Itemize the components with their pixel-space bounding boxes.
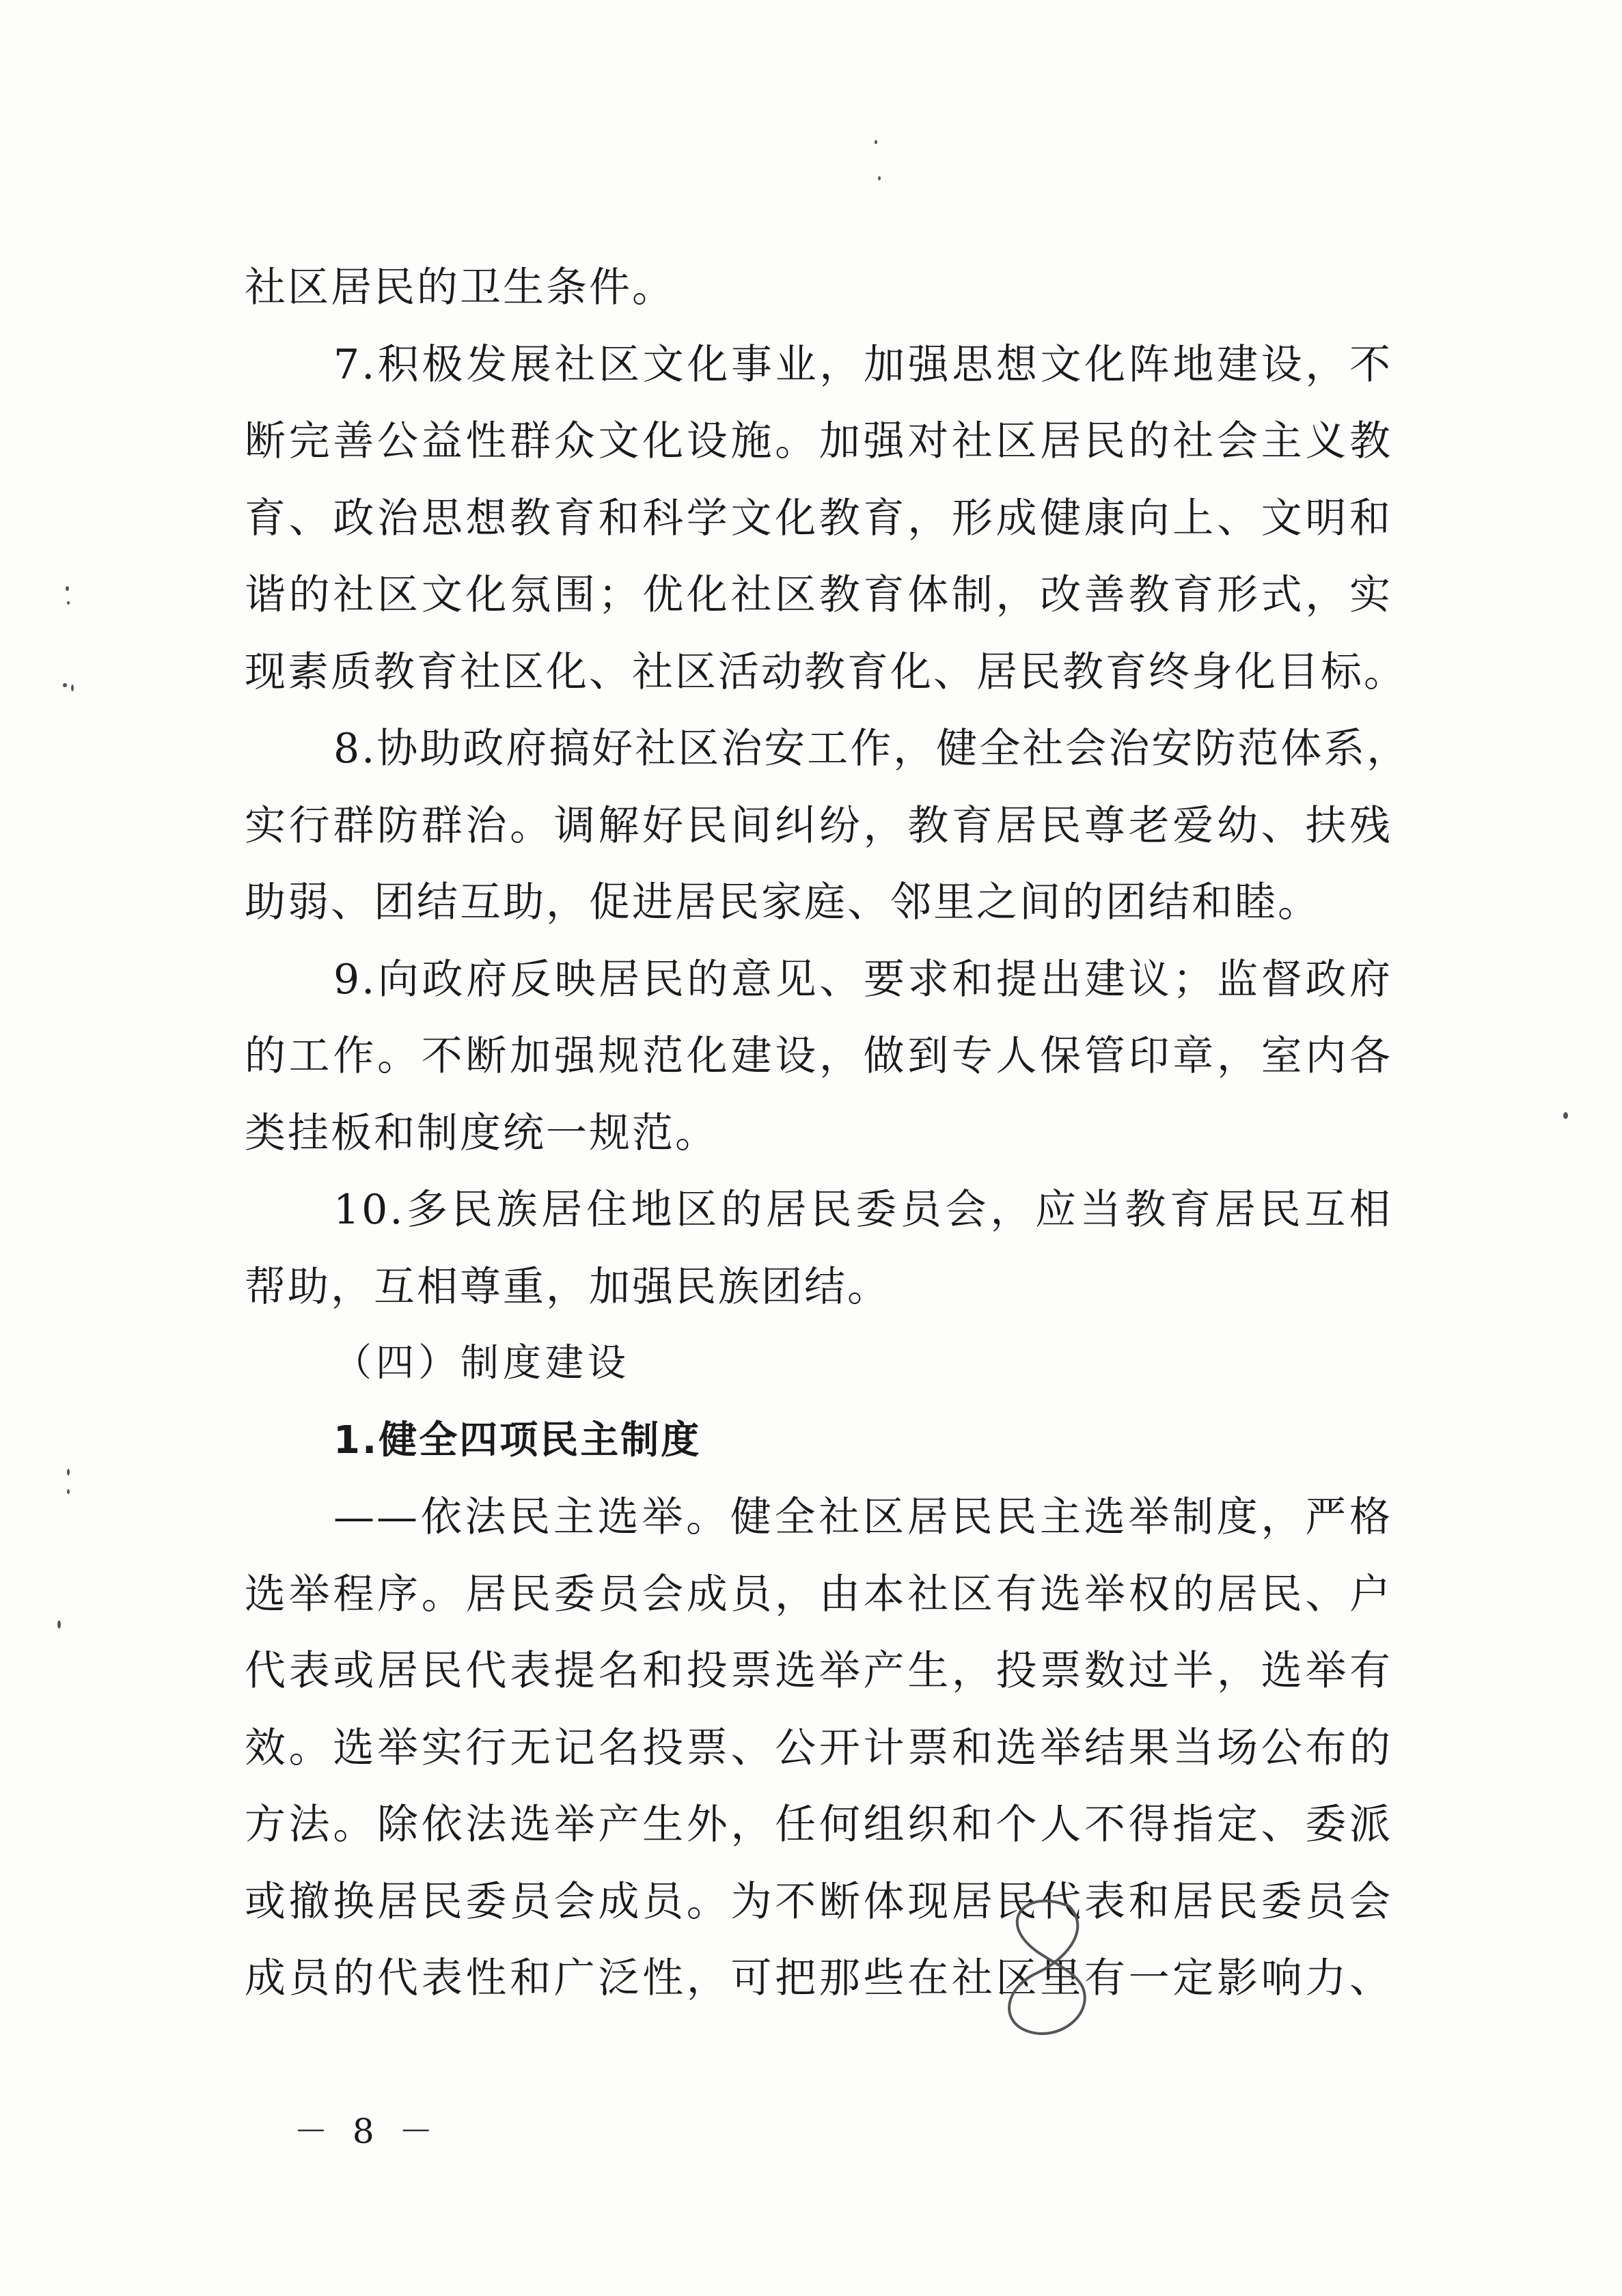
subsection-heading: 1.健全四项民主制度 [333,1417,702,1463]
text-line: 的工作。不断加强规范化建设，做到专人保管印章，室内各 [245,1032,1392,1080]
text-line: 效。选举实行无记名投票、公开计票和选举结果当场公布的 [245,1724,1392,1772]
text-line: 选举程序。居民委员会成员，由本社区有选举权的居民、户 [245,1570,1392,1618]
scan-speck [67,1489,70,1494]
scan-speck [878,176,881,180]
scan-speck [67,1469,70,1476]
text-line: ——依法民主选举。健全社区居民民主选举制度，严格 [333,1493,1392,1541]
section-heading: （四）制度建设 [333,1341,630,1385]
scan-speck [875,140,877,144]
text-line: 代表或居民代表提名和投票选举产生，投票数过半，选举有 [245,1647,1392,1695]
scan-speck [57,1620,61,1629]
text-line: 10.多民族居住地区的居民委员会，应当教育居民互相 [333,1186,1392,1234]
text-line: 类挂板和制度统一规范。 [245,1109,718,1157]
scan-speck [63,683,67,687]
scan-speck [67,601,70,605]
text-line: 方法。除依法选举产生外，任何组织和个人不得指定、委派 [245,1801,1392,1849]
text-line: 断完善公益性群众文化设施。加强对社区居民的社会主义教 [245,417,1392,465]
text-line: 7.积极发展社区文化事业，加强思想文化阵地建设，不 [333,340,1392,389]
text-line: 育、政治思想教育和科学文化教育，形成健康向上、文明和 [245,494,1392,542]
text-line: 8.协助政府搞好社区治安工作，健全社会治安防范体系， [333,725,1410,773]
scan-speck [1563,1112,1568,1119]
text-line: 现素质教育社区化、社区活动教育化、居民教育终身化目标。 [245,648,1407,696]
page-number: － 8 － [294,2112,440,2151]
scan-speck [71,684,74,691]
text-line: 或撤换居民委员会成员。为不断体现居民代表和居民委员会 [245,1877,1392,1926]
text-line: 实行群防群治。调解好民间纠纷，教育居民尊老爱幼、扶残 [245,801,1392,850]
text-line: 社区居民的卫生条件。 [245,264,675,312]
text-line: 9.向政府反映居民的意见、要求和提出建议；监督政府 [333,955,1392,1004]
scan-speck [66,586,69,591]
body-text [245,249,1410,2017]
handwritten-page-mark [984,1885,1107,2049]
text-line: 帮助，互相尊重，加强民族团结。 [245,1262,890,1311]
text-line: 助弱、团结互助，促进居民家庭、邻里之间的团结和睦。 [245,879,1321,926]
text-line: 成员的代表性和广泛性，可把那些在社区里有一定影响力、 [245,1954,1392,2002]
text-line: 谐的社区文化氛围；优化社区教育体制，改善教育形式，实 [245,571,1392,619]
